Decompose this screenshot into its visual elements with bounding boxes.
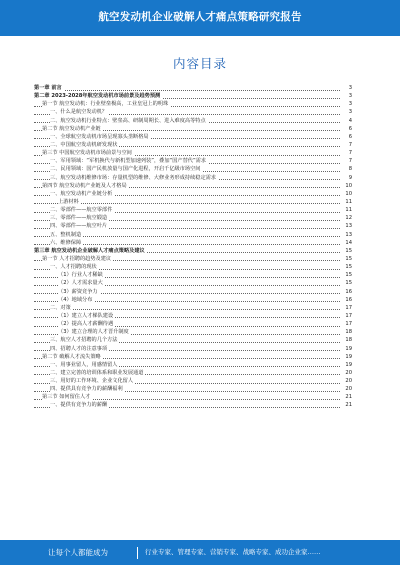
toc-entry[interactable]	[34, 361, 352, 369]
toc-entry-page: 16	[340, 296, 352, 304]
toc-entry[interactable]	[34, 222, 352, 230]
toc-entry-label: 二、民用领域：国产民机放量与国产化进程，开启千亿级市场空间	[50, 166, 201, 173]
toc-entry-page: 11	[340, 206, 352, 214]
toc-entry-page: 18	[340, 328, 352, 336]
toc-entry-page: 7	[340, 141, 352, 149]
toc-entry-page: 19	[340, 353, 352, 361]
toc-entry[interactable]	[34, 271, 352, 279]
toc-entry[interactable]	[34, 198, 352, 206]
toc-entry[interactable]	[34, 149, 352, 157]
toc-entry-page: 7	[340, 157, 352, 165]
toc-entry[interactable]	[34, 304, 352, 312]
toc-entry-label: 第一节 人才招聘的趋势及建议	[42, 255, 112, 262]
toc-entry[interactable]	[34, 247, 352, 255]
toc-entry-page: 6	[340, 133, 352, 141]
toc-entry-label: 二、零部件——航空零部件	[50, 207, 113, 214]
toc-entry-page: 15	[340, 271, 352, 279]
toc-entry[interactable]	[34, 288, 352, 296]
toc-entry[interactable]	[34, 165, 352, 173]
toc-entry[interactable]	[34, 393, 352, 401]
toc-entry-label: （2）人才需求量大	[58, 280, 103, 287]
toc-entry-label: （1）行业人才稀缺	[58, 272, 103, 279]
toc-entry[interactable]	[34, 345, 352, 353]
toc-entry-page: 13	[340, 222, 352, 230]
toc-entry-label: 三、用好的工作环境、企业文化留人	[50, 378, 134, 385]
toc-entry-label: 第四节 航空发动机产业链及人才格局	[42, 182, 127, 189]
toc-entry[interactable]	[34, 336, 352, 344]
footer-slogan: 让每个人都能成为	[48, 548, 108, 557]
toc-entry-label: 三、航空发动机维修市场：存量机型的维修、大修业务形成持续稳定需求	[50, 174, 217, 181]
toc-entry-label: 上游材料	[58, 198, 79, 205]
toc-entry-page: 17	[340, 304, 352, 312]
toc-entry[interactable]	[34, 296, 352, 304]
toc-entry-label: （1）建立人才梯队建设	[58, 312, 114, 319]
toc-entry[interactable]	[34, 377, 352, 385]
toc-entry-page: 10	[340, 182, 352, 190]
footer-bar	[0, 540, 400, 565]
toc-entry[interactable]	[34, 141, 352, 149]
toc-entry-page: 21	[340, 401, 352, 409]
toc-entry-page: 17	[340, 320, 352, 328]
toc-entry[interactable]	[34, 353, 352, 361]
toc-entry-label: 四、招聘人才的注意事项	[50, 345, 108, 352]
toc-leader-dots	[34, 90, 346, 91]
toc-entry[interactable]	[34, 92, 352, 100]
toc-entry-page: 12	[340, 214, 352, 222]
toc-entry-page: 3	[340, 108, 352, 116]
table-of-contents	[34, 84, 352, 410]
toc-entry[interactable]	[34, 190, 352, 198]
toc-entry-page: 3	[340, 84, 352, 92]
toc-entry-page: 15	[340, 247, 352, 255]
toc-entry[interactable]	[34, 279, 352, 287]
toc-entry[interactable]	[34, 182, 352, 190]
toc-entry[interactable]	[34, 369, 352, 377]
toc-entry-label: 一、航空发动机产业链分析	[50, 190, 113, 197]
toc-entry[interactable]	[34, 108, 352, 116]
toc-entry[interactable]	[34, 100, 352, 108]
toc-entry-label: 五、整机制造	[50, 231, 82, 238]
toc-entry[interactable]	[34, 320, 352, 328]
toc-entry-page: 15	[340, 255, 352, 263]
toc-entry-label: 二、航空发动机行业特点：壁垒高、研制周期长、进入难度高等特点	[50, 117, 206, 124]
footer-tagline: 行业专家、管理专家、营销专家、战略专家、成功企业家……	[145, 548, 321, 556]
toc-leader-dots	[34, 203, 346, 204]
toc-entry-label: （4）地域分布	[58, 296, 93, 303]
toc-entry-label: 三、航空人才招聘的几个方法	[50, 337, 118, 344]
toc-entry-label: 三、零部件——航空锻造	[50, 215, 108, 222]
toc-entry[interactable]	[34, 263, 352, 271]
toc-entry-label: 一、军用领域：“军机换代与新机型加速列装”，叠加“国产替代”需求	[50, 158, 207, 165]
toc-entry-page: 15	[340, 279, 352, 287]
footer-divider	[137, 547, 138, 559]
toc-entry[interactable]	[34, 157, 352, 165]
toc-entry-page: 11	[340, 198, 352, 206]
toc-entry-label: 第二节 破解人才流失策略	[42, 353, 101, 360]
toc-entry[interactable]	[34, 231, 352, 239]
toc-title: 内容目录	[172, 56, 227, 71]
toc-entry-page: 15	[340, 263, 352, 271]
toc-entry-label: 第三节 中国航空发动机市场前景与空间	[42, 150, 132, 157]
toc-entry-label: 一、什么是航空发动机？	[50, 109, 108, 116]
toc-entry-label: 二、中国航空发动机研发现状	[50, 141, 118, 148]
toc-entry-page: 20	[340, 385, 352, 393]
toc-entry-label: 一、人才招聘的现状	[50, 264, 97, 271]
toc-entry-label: 四、零部件——航空叶片	[50, 223, 108, 230]
toc-entry-label: （2）提高人才薪酬待遇	[58, 321, 114, 328]
toc-entry-label: （3）薪资竞争力	[58, 288, 98, 295]
toc-entry[interactable]	[34, 125, 352, 133]
toc-entry-label: 四、提供具有竞争力的薪酬福利	[50, 386, 123, 393]
toc-entry-label: 一、全球航空发动机市场呈现寡头垄断格局	[50, 133, 149, 140]
toc-entry-page: 10	[340, 190, 352, 198]
toc-entry-page: 17	[340, 312, 352, 320]
toc-entry-page: 20	[340, 369, 352, 377]
toc-entry[interactable]	[34, 312, 352, 320]
report-title: 航空发动机企业破解人才痛点策略研究报告	[98, 11, 302, 23]
toc-entry-page: 6	[340, 125, 352, 133]
toc-entry-page: 14	[340, 239, 352, 247]
toc-entry-label: 二、对策	[50, 304, 71, 311]
toc-entry[interactable]	[34, 401, 352, 409]
toc-entry[interactable]	[34, 206, 352, 214]
toc-entry[interactable]	[34, 84, 352, 92]
toc-entry[interactable]	[34, 239, 352, 247]
toc-entry-label: 第二章 2023-2028年航空发动机市场前景及趋势预测	[34, 93, 161, 100]
toc-entry-page: 7	[340, 149, 352, 157]
toc-entry[interactable]	[34, 255, 352, 263]
toc-entry-label: 二、建立完善的培训体系和职业发展通道	[50, 369, 144, 376]
toc-entry-page: 19	[340, 361, 352, 369]
toc-entry[interactable]	[34, 133, 352, 141]
toc-entry-page: 19	[340, 345, 352, 353]
toc-leader-dots	[34, 309, 346, 310]
header-bar	[0, 0, 400, 36]
toc-entry-label: 第三章 航空发动机企业破解人才痛点策略及建议	[34, 247, 145, 254]
toc-entry-label: 一、用事业留人，用感情留人	[50, 361, 118, 368]
toc-entry[interactable]	[34, 174, 352, 182]
toc-entry-page: 20	[340, 377, 352, 385]
toc-entry-page: 13	[340, 231, 352, 239]
toc-entry-page: 9	[340, 174, 352, 182]
toc-entry-page: 18	[340, 336, 352, 344]
toc-entry-label: 六、维修保障	[50, 239, 82, 246]
toc-entry-page: 16	[340, 288, 352, 296]
toc-entry-label: （3）建立合理的人才晋升制度	[58, 329, 129, 336]
toc-entry[interactable]	[34, 214, 352, 222]
toc-entry-page: 4	[340, 117, 352, 125]
toc-entry-page: 3	[340, 100, 352, 108]
toc-entry-label: 第三节 如何留住人才	[42, 394, 91, 401]
toc-entry[interactable]	[34, 328, 352, 336]
toc-entry[interactable]	[34, 385, 352, 393]
toc-entry-page: 8	[340, 165, 352, 173]
toc-entry-label: 第二节 航空发动机产业链	[42, 125, 101, 132]
toc-entry[interactable]	[34, 117, 352, 125]
toc-entry-label: 一、提供有竞争力的薪酬	[50, 402, 108, 409]
toc-entry-label: 第一章 前言	[34, 85, 62, 91]
toc-entry-page: 3	[340, 92, 352, 100]
toc-entry-label: 第一节 航空发动机：行业壁垒极高，工业皇冠上的明珠	[42, 101, 169, 108]
toc-entry-page: 21	[340, 393, 352, 401]
